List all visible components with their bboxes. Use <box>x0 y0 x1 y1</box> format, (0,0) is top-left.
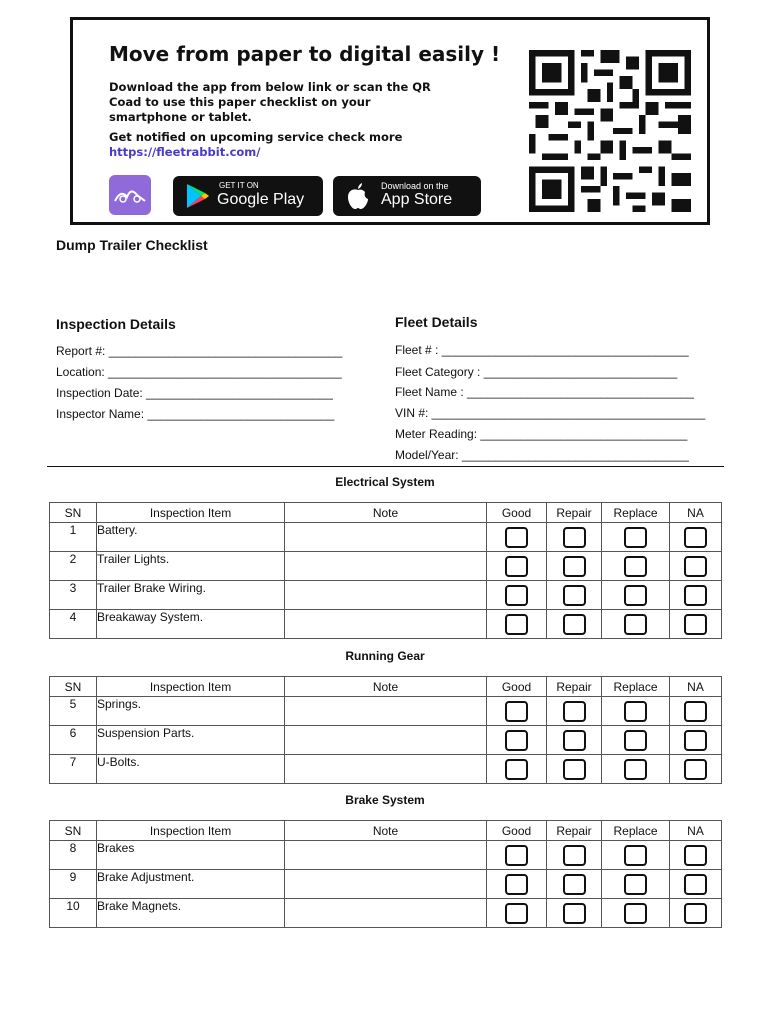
good-checkbox[interactable] <box>505 556 528 577</box>
checklist-table <box>49 676 722 784</box>
row-sn: 10 <box>50 899 97 928</box>
column-header: Note <box>285 821 487 841</box>
column-header: Good <box>487 677 547 697</box>
na-cell <box>670 870 722 899</box>
replace-cell <box>602 552 670 581</box>
table-header-row <box>50 503 722 523</box>
vin-field[interactable]: VIN #: _________________________________________ <box>395 406 706 420</box>
row-sn: 3 <box>50 581 97 610</box>
google-play-button[interactable] <box>173 176 323 216</box>
replace-cell <box>602 870 670 899</box>
repair-checkbox[interactable] <box>563 874 586 895</box>
repair-cell <box>547 870 602 899</box>
row-item: Suspension Parts. <box>97 726 285 755</box>
row-sn: 6 <box>50 726 97 755</box>
column-header: Inspection Item <box>97 503 285 523</box>
note-cell[interactable] <box>285 523 487 552</box>
replace-checkbox[interactable] <box>624 759 647 780</box>
row-sn: 7 <box>50 755 97 784</box>
good-cell <box>487 581 547 610</box>
column-header: Repair <box>547 503 602 523</box>
app-store-small: Download on the <box>381 181 449 191</box>
column-header: Note <box>285 503 487 523</box>
checklist-table <box>49 820 722 928</box>
apple-icon <box>345 182 371 210</box>
fleet-name-field[interactable]: Fleet Name : __________________________________ <box>395 385 694 399</box>
table-row <box>50 755 722 784</box>
table-row <box>50 610 722 639</box>
good-checkbox[interactable] <box>505 845 528 866</box>
report-number-field[interactable]: Report #: ___________________________________ <box>56 344 343 358</box>
row-item: Trailer Brake Wiring. <box>97 581 285 610</box>
column-header: Replace <box>602 821 670 841</box>
table-row <box>50 697 722 726</box>
good-cell <box>487 552 547 581</box>
fleet-number-field[interactable]: Fleet # : _____________________________________ <box>395 343 689 357</box>
good-cell <box>487 755 547 784</box>
column-header: Replace <box>602 677 670 697</box>
na-cell <box>670 581 722 610</box>
note-cell[interactable] <box>285 581 487 610</box>
column-header: SN <box>50 677 97 697</box>
na-cell <box>670 726 722 755</box>
repair-checkbox[interactable] <box>563 585 586 606</box>
repair-checkbox[interactable] <box>563 903 586 924</box>
google-play-small: GET IT ON <box>219 181 259 190</box>
na-checkbox[interactable] <box>684 556 707 577</box>
checklist-table <box>49 502 722 639</box>
table-row <box>50 523 722 552</box>
note-cell[interactable] <box>285 870 487 899</box>
replace-cell <box>602 697 670 726</box>
repair-cell <box>547 899 602 928</box>
note-cell[interactable] <box>285 841 487 870</box>
na-checkbox[interactable] <box>684 874 707 895</box>
google-play-icon <box>183 182 211 210</box>
fleet-details-heading: Fleet Details <box>395 314 478 330</box>
replace-checkbox[interactable] <box>624 527 647 548</box>
na-checkbox[interactable] <box>684 730 707 751</box>
replace-checkbox[interactable] <box>624 614 647 635</box>
note-cell[interactable] <box>285 755 487 784</box>
good-checkbox[interactable] <box>505 614 528 635</box>
note-cell[interactable] <box>285 697 487 726</box>
table-header-row <box>50 677 722 697</box>
na-cell <box>670 899 722 928</box>
row-item: Battery. <box>97 523 285 552</box>
note-cell[interactable] <box>285 726 487 755</box>
column-header: Repair <box>547 677 602 697</box>
fleetrabbit-app-icon[interactable] <box>109 175 151 215</box>
column-header: Inspection Item <box>97 677 285 697</box>
repair-checkbox[interactable] <box>563 701 586 722</box>
na-checkbox[interactable] <box>684 585 707 606</box>
repair-checkbox[interactable] <box>563 556 586 577</box>
repair-checkbox[interactable] <box>563 730 586 751</box>
row-item: Brake Adjustment. <box>97 870 285 899</box>
app-store-big: App Store <box>381 191 453 208</box>
table-row <box>50 870 722 899</box>
replace-checkbox[interactable] <box>624 701 647 722</box>
good-checkbox[interactable] <box>505 903 528 924</box>
good-checkbox[interactable] <box>505 874 528 895</box>
na-cell <box>670 552 722 581</box>
table-row <box>50 581 722 610</box>
table-row <box>50 552 722 581</box>
good-checkbox[interactable] <box>505 730 528 751</box>
meter-reading-field[interactable]: Meter Reading: _______________________________ <box>395 427 688 441</box>
repair-cell <box>547 697 602 726</box>
model-year-field[interactable]: Model/Year: __________________________________ <box>395 448 689 462</box>
good-cell <box>487 523 547 552</box>
na-checkbox[interactable] <box>684 845 707 866</box>
replace-checkbox[interactable] <box>624 585 647 606</box>
repair-cell <box>547 610 602 639</box>
row-item: Springs. <box>97 697 285 726</box>
table-row <box>50 899 722 928</box>
repair-cell <box>547 726 602 755</box>
replace-checkbox[interactable] <box>624 845 647 866</box>
banner-headline: Move from paper to digital easily ! <box>109 42 501 66</box>
good-cell <box>487 610 547 639</box>
qr-code-icon[interactable] <box>527 50 693 212</box>
repair-checkbox[interactable] <box>563 614 586 635</box>
note-cell[interactable] <box>285 610 487 639</box>
na-cell <box>670 610 722 639</box>
na-checkbox[interactable] <box>684 614 707 635</box>
table-header-row <box>50 821 722 841</box>
row-sn: 1 <box>50 523 97 552</box>
checklist-title: Dump Trailer Checklist <box>56 237 208 253</box>
row-sn: 9 <box>50 870 97 899</box>
column-header: NA <box>670 503 722 523</box>
group-title: Brake System <box>345 793 425 807</box>
repair-cell <box>547 581 602 610</box>
repair-cell <box>547 755 602 784</box>
row-item: Brakes <box>97 841 285 870</box>
fleetrabbit-link[interactable]: https://fleetrabbit.com/ <box>109 145 261 159</box>
column-header: NA <box>670 821 722 841</box>
banner-description: Download the app from below link or scan the QR Coad to use this paper checklist on your smartphone or tablet. <box>109 80 431 124</box>
column-header: Replace <box>602 503 670 523</box>
replace-cell <box>602 610 670 639</box>
column-header: Repair <box>547 821 602 841</box>
replace-checkbox[interactable] <box>624 903 647 924</box>
replace-cell <box>602 755 670 784</box>
note-cell[interactable] <box>285 899 487 928</box>
good-cell <box>487 697 547 726</box>
banner-notify-text: Get notified on upcoming service check more <box>109 130 403 144</box>
app-promo-banner <box>70 17 710 225</box>
row-item: Breakaway System. <box>97 610 285 639</box>
repair-cell <box>547 552 602 581</box>
na-checkbox[interactable] <box>684 903 707 924</box>
replace-cell <box>602 523 670 552</box>
good-checkbox[interactable] <box>505 527 528 548</box>
row-item: U-Bolts. <box>97 755 285 784</box>
table-row <box>50 726 722 755</box>
column-header: NA <box>670 677 722 697</box>
replace-cell <box>602 726 670 755</box>
na-cell <box>670 841 722 870</box>
na-cell <box>670 523 722 552</box>
row-item: Trailer Lights. <box>97 552 285 581</box>
app-store-button[interactable] <box>333 176 481 216</box>
repair-checkbox[interactable] <box>563 845 586 866</box>
good-cell <box>487 899 547 928</box>
replace-checkbox[interactable] <box>624 874 647 895</box>
row-sn: 5 <box>50 697 97 726</box>
column-header: SN <box>50 503 97 523</box>
row-sn: 8 <box>50 841 97 870</box>
replace-checkbox[interactable] <box>624 556 647 577</box>
good-checkbox[interactable] <box>505 701 528 722</box>
fleet-category-field[interactable]: Fleet Category : _____________________________ <box>395 365 678 379</box>
na-checkbox[interactable] <box>684 759 707 780</box>
na-checkbox[interactable] <box>684 527 707 548</box>
replace-cell <box>602 841 670 870</box>
good-checkbox[interactable] <box>505 585 528 606</box>
na-cell <box>670 755 722 784</box>
good-cell <box>487 726 547 755</box>
note-cell[interactable] <box>285 552 487 581</box>
inspection-details-heading: Inspection Details <box>56 316 176 332</box>
inspection-date-field[interactable]: Inspection Date: ____________________________ <box>56 386 333 400</box>
google-play-big: Google Play <box>217 191 305 208</box>
column-header: SN <box>50 821 97 841</box>
good-cell <box>487 841 547 870</box>
row-item: Brake Magnets. <box>97 899 285 928</box>
replace-cell <box>602 581 670 610</box>
column-header: Good <box>487 821 547 841</box>
replace-checkbox[interactable] <box>624 730 647 751</box>
na-checkbox[interactable] <box>684 701 707 722</box>
table-row <box>50 841 722 870</box>
repair-cell <box>547 841 602 870</box>
repair-checkbox[interactable] <box>563 759 586 780</box>
column-header: Good <box>487 503 547 523</box>
repair-cell <box>547 523 602 552</box>
group-title: Running Gear <box>345 649 425 663</box>
row-sn: 4 <box>50 610 97 639</box>
good-checkbox[interactable] <box>505 759 528 780</box>
inspector-name-field[interactable]: Inspector Name: ____________________________ <box>56 407 335 421</box>
group-title: Electrical System <box>335 475 435 489</box>
na-cell <box>670 697 722 726</box>
repair-checkbox[interactable] <box>563 527 586 548</box>
column-header: Inspection Item <box>97 821 285 841</box>
location-field[interactable]: Location: ___________________________________ <box>56 365 342 379</box>
row-sn: 2 <box>50 552 97 581</box>
replace-cell <box>602 899 670 928</box>
section-divider <box>47 466 724 467</box>
column-header: Note <box>285 677 487 697</box>
banner-notify <box>109 130 439 160</box>
good-cell <box>487 870 547 899</box>
